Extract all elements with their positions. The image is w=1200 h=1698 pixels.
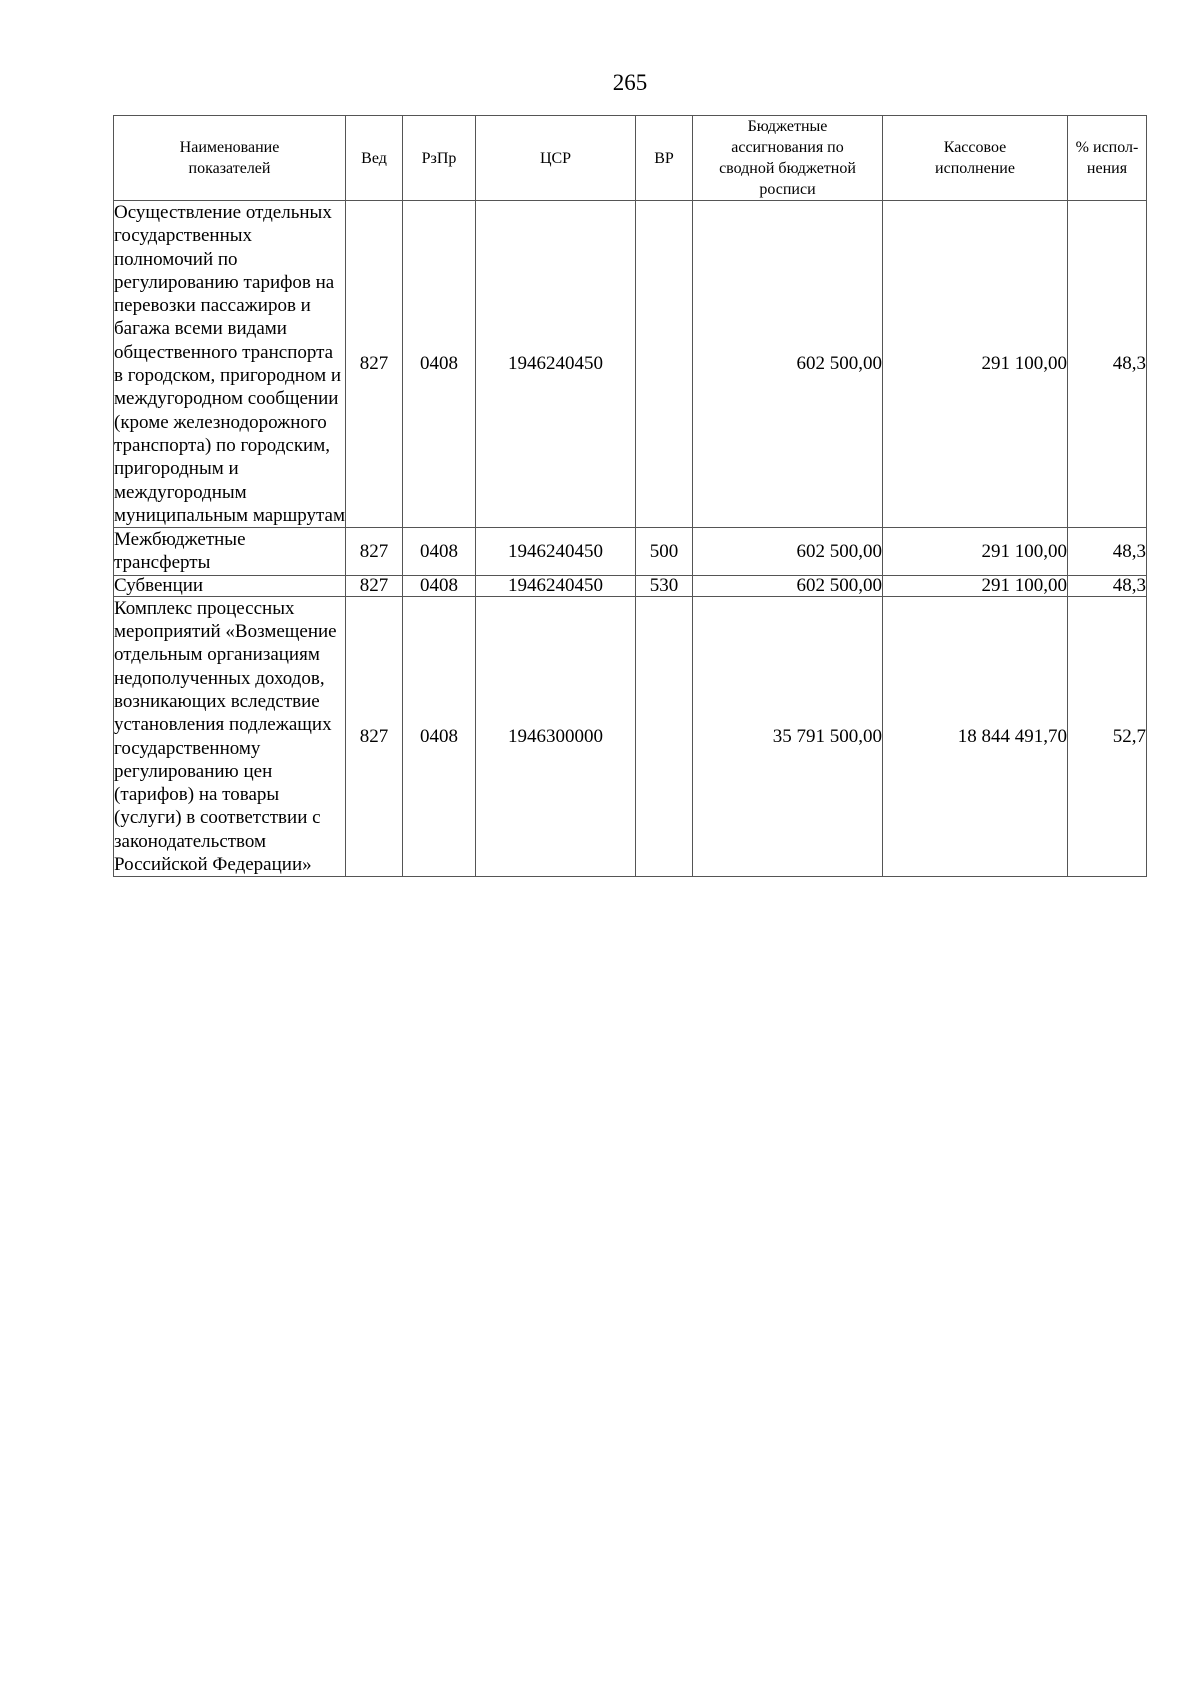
row-percent: 48,3 — [1068, 201, 1147, 528]
table-row — [114, 528, 1147, 576]
table-row — [114, 596, 1147, 877]
page-number: 265 — [612, 70, 648, 95]
row-csr: 1946240450 — [476, 201, 636, 528]
header-name: Наименование показателей — [114, 116, 346, 201]
header-csr: ЦСР — [476, 116, 636, 201]
row-budget: 602 500,00 — [693, 528, 883, 576]
row-ved: 827 — [346, 596, 403, 877]
row-name: Субвенции — [114, 575, 346, 596]
row-vr: 500 — [636, 528, 693, 576]
row-cash: 291 100,00 — [883, 528, 1068, 576]
row-budget: 602 500,00 — [693, 575, 883, 596]
row-vr: 530 — [636, 575, 693, 596]
row-percent: 48,3 — [1068, 575, 1147, 596]
row-ved: 827 — [346, 528, 403, 576]
row-cash: 18 844 491,70 — [883, 596, 1068, 877]
header-ved: Вед — [346, 116, 403, 201]
row-cash: 291 100,00 — [883, 575, 1068, 596]
row-csr: 1946240450 — [476, 528, 636, 576]
row-rzpr: 0408 — [403, 596, 476, 877]
header-cash: Кассовое исполнение — [883, 116, 1068, 201]
row-rzpr: 0408 — [403, 528, 476, 576]
row-vr — [636, 201, 693, 528]
row-vr — [636, 596, 693, 877]
row-budget: 35 791 500,00 — [693, 596, 883, 877]
row-cash: 291 100,00 — [883, 201, 1068, 528]
header-vr: ВР — [636, 116, 693, 201]
header-percent: % испол-нения — [1068, 116, 1147, 201]
row-csr: 1946240450 — [476, 575, 636, 596]
row-percent: 52,7 — [1068, 596, 1147, 877]
header-budget: Бюджетные ассигнования по сводной бюджетной росписи — [693, 116, 883, 201]
row-name: Осуществление отдельных государственных полномочий по регулированию тарифов на перевозки пассажиров и багажа всеми видами общественного транспорта в городском, пригородном и междугородном сообщении (кроме железнодорожного транспорта) по городским, пригородным и междугородным муниципальным маршрутам — [114, 202, 346, 526]
table-row — [114, 201, 1147, 528]
header-rzpr: РзПр — [403, 116, 476, 201]
row-ved: 827 — [346, 575, 403, 596]
row-csr: 1946300000 — [476, 596, 636, 877]
row-rzpr: 0408 — [403, 575, 476, 596]
row-rzpr: 0408 — [403, 201, 476, 528]
budget-execution-table — [113, 115, 1147, 877]
row-ved: 827 — [346, 201, 403, 528]
table-row — [114, 575, 1147, 596]
row-name: Межбюджетные трансферты — [114, 528, 346, 576]
row-percent: 48,3 — [1068, 528, 1147, 576]
header-row — [114, 116, 1147, 201]
row-budget: 602 500,00 — [693, 201, 883, 528]
row-name: Комплекс процессных мероприятий «Возмещение отдельным организациям недополученных доходов, возникающих вследствие установления подлежащих государственному регулированию цен (тарифов) на товары (услуги) в соответствии с законодательством Российской Федерации» — [114, 596, 346, 877]
